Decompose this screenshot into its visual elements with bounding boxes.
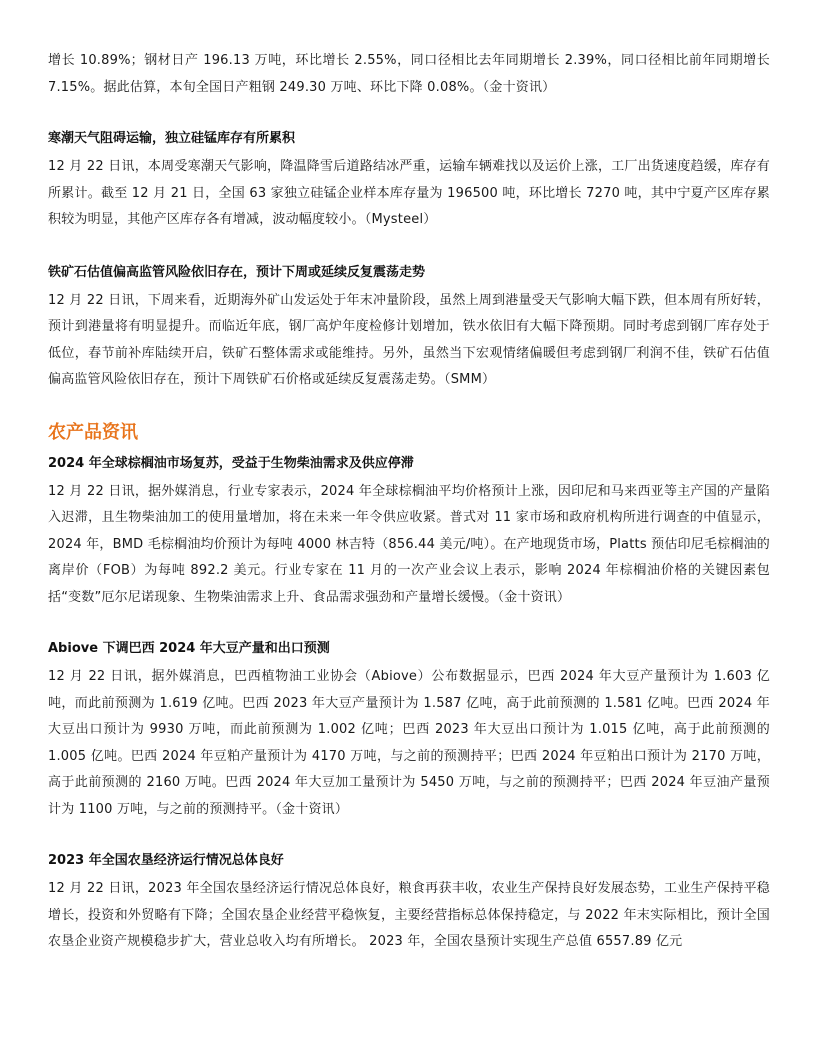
article-farm — [48, 851, 770, 956]
article-title: Abiove 下调巴西 2024 年大豆产量和出口预测 — [48, 641, 330, 656]
article-body: 12 月 22 日讯，本周受寒潮天气影响，降温降雪后道路结冰严重，运输车辆难找以及运价上涨，工厂出货速度趋缓，库存有所累计。截至 12 月 21 日，全国 63 家独立硅锰企业样本库存量为 196500 吨，环比增长 7270 吨，其中宁夏产区库存累积较为明显，其他产区库存各有增减，波动幅度较小。（Mysteel） — [48, 159, 770, 227]
article-title: 寒潮天气阻碍运输，独立硅锰库存有所累积 — [48, 131, 296, 146]
article-title: 铁矿石估值偏高监管风险依旧存在，预计下周或延续反复震荡走势 — [48, 264, 426, 280]
article-body: 12 月 22 日讯，据外媒消息，巴西植物油工业协会（Abiove）公布数据显示，巴西 2024 年大豆产量预计为 1.603 亿吨，而此前预测为 1.619 亿吨。巴西 2023 年大豆产量预计为 1.587 亿吨，高于此前预测的 1.581 亿吨。巴西 2024 年大豆出口预计为 9930 万吨，而此前预测为 1.002 亿吨；巴西 2023 年大豆出口预计为 1.015 亿吨，高于此前预测的 1.005 亿吨。巴西 2024 年豆粕产量预计为 4170 万吨，与之前的预测持平；巴西 2024 年豆粕出口预计为 2170 万吨，高于此前预测的 2160 万吨。巴西 2024 年大豆加工量预计为 5450 万吨，与之前的预测持平；巴西 2024 年豆油产量预计为 1100 万吨，与之前的预测持平。（金十资讯） — [48, 669, 770, 817]
article-title: 2024 年全球棕榈油市场复苏，受益于生物柴油需求及供应停滞 — [48, 455, 414, 471]
article-body: 12 月 22 日讯，据外媒消息，行业专家表示，2024 年全球棕榈油平均价格预计上涨，因印尼和马来西亚等主产国的产量陷入迟滞，且生物柴油加工的使用量增加，将在未来一年令供应收紧。普式对 11 家市场和政府机构所进行调查的中值显示，2024 年，BMD 毛棕榈油均价预计为每吨 4000 林吉特（856.44 美元/吨）。在产地现货市场，Platts 预估印尼毛棕榈油的离岸价（FOB）为每吨 892.2 美元。行业专家在 11 月的一次产业会议上表示，影响 2024 年棕榈油价格的关键因素包括“变数”厄尔尼诺现象、生物柴油需求上升、食品需求强劲和产量增长缓慢。（金十资讯） — [48, 483, 770, 605]
article-body: 12 月 22 日讯，2023 年全国农垦经济运行情况总体良好，粮食再获丰收，农业生产保持良好发展态势，工业生产保持平稳增长，投资和外贸略有下降；全国农垦企业经营平稳恢复，主要经营指标总体保持稳定，与 2022 年末实际相比，预计全国农垦企业资产规模稳步扩大，营业总收入均有所增长。 2023 年，全国农垦预计实现生产总值 6557.89 亿元 — [48, 881, 770, 949]
article-iron-ore — [48, 263, 770, 394]
article-manganese — [48, 129, 770, 234]
article-title: 2023 年全国农垦经济运行情况总体良好 — [48, 853, 284, 868]
continued-paragraph: 增长 10.89%；钢材日产 196.13 万吨，环比增长 2.55%，同口径相比去年同期增长 2.39%，同口径相比前年同期增长 7.15%。据此估算，本旬全国日产粗钢 249.30 万吨、环比下降 0.08%。（金十资讯） — [48, 53, 770, 95]
article-palm-oil — [48, 454, 770, 612]
section-title: 农产品资讯 — [48, 421, 138, 443]
article-body: 12 月 22 日讯，下周来看，近期海外矿山发运处于年末冲量阶段，虽然上周到港量受天气影响大幅下跌，但本周有所好转，预计到港量将有明显提升。而临近年底，钢厂高炉年度检修计划增加，铁水依旧有大幅下降预期。同时考虑到钢厂库存处于低位，春节前补库陆续开启，铁矿石整体需求或能维持。另外，虽然当下宏观情绪偏暖但考虑到钢厂利润不佳，铁矿石估值偏高监管风险依旧存在，预计下周铁矿石价格或延续反复震荡走势。（SMM） — [48, 292, 770, 387]
document-page — [48, 48, 770, 956]
article-soybean — [48, 639, 770, 823]
